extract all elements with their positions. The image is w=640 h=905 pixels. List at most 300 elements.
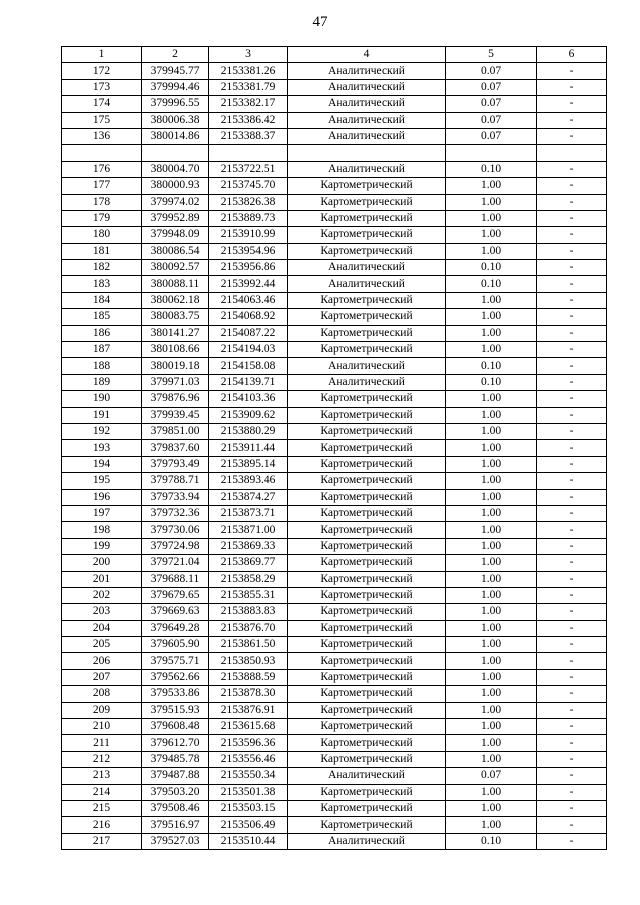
point-number-cell: 190 <box>62 391 142 407</box>
table-row <box>62 391 607 407</box>
table-row <box>62 112 607 128</box>
coordinates-table <box>61 46 607 850</box>
x-coordinate-cell: 380062.18 <box>142 292 209 308</box>
accuracy-cell: 1.00 <box>446 800 537 816</box>
y-coordinate-cell: 2153869.77 <box>209 555 288 571</box>
y-coordinate-cell: 2154139.71 <box>209 374 288 390</box>
table-body <box>62 63 607 850</box>
accuracy-cell: 0.07 <box>446 112 537 128</box>
note-cell: - <box>537 178 607 194</box>
note-cell: - <box>537 276 607 292</box>
y-coordinate-cell: 2153871.00 <box>209 522 288 538</box>
point-number-cell: 177 <box>62 178 142 194</box>
point-number-cell: 192 <box>62 423 142 439</box>
method-cell: Картометрический <box>288 489 446 505</box>
point-number-cell: 205 <box>62 637 142 653</box>
method-cell: Картометрический <box>288 669 446 685</box>
x-coordinate-cell: 379608.48 <box>142 719 209 735</box>
point-number-cell: 178 <box>62 194 142 210</box>
note-cell: - <box>537 522 607 538</box>
table-row <box>62 440 607 456</box>
x-coordinate-cell: 380004.70 <box>142 161 209 177</box>
x-coordinate-cell: 379851.00 <box>142 423 209 439</box>
note-cell: - <box>537 587 607 603</box>
point-number-cell: 211 <box>62 735 142 751</box>
y-coordinate-cell: 2154068.92 <box>209 309 288 325</box>
method-cell: Картометрический <box>288 751 446 767</box>
table-row <box>62 194 607 210</box>
accuracy-cell: 1.00 <box>446 407 537 423</box>
y-coordinate-cell: 2153596.36 <box>209 735 288 751</box>
note-cell: - <box>537 637 607 653</box>
x-coordinate-cell: 379788.71 <box>142 473 209 489</box>
y-coordinate-cell: 2153910.99 <box>209 227 288 243</box>
y-coordinate-cell: 2153880.29 <box>209 423 288 439</box>
method-cell: Картометрический <box>288 784 446 800</box>
method-cell: Аналитический <box>288 260 446 276</box>
y-coordinate-cell: 2153510.44 <box>209 833 288 849</box>
note-cell: - <box>537 309 607 325</box>
accuracy-cell: 1.00 <box>446 784 537 800</box>
column-header: 5 <box>446 47 537 63</box>
method-cell: Картометрический <box>288 423 446 439</box>
point-number-cell: 199 <box>62 538 142 554</box>
y-coordinate-cell: 2154087.22 <box>209 325 288 341</box>
x-coordinate-cell: 379945.77 <box>142 63 209 79</box>
method-cell: Аналитический <box>288 63 446 79</box>
table-row <box>62 768 607 784</box>
accuracy-cell: 0.07 <box>446 63 537 79</box>
note-cell: - <box>537 292 607 308</box>
note-cell: - <box>537 620 607 636</box>
y-coordinate-cell: 2154194.03 <box>209 342 288 358</box>
method-cell: Картометрический <box>288 227 446 243</box>
method-cell: Картометрический <box>288 194 446 210</box>
x-coordinate-cell: 379952.89 <box>142 210 209 226</box>
table-row <box>62 833 607 849</box>
note-cell: - <box>537 489 607 505</box>
note-cell: - <box>537 669 607 685</box>
point-number-cell: 202 <box>62 587 142 603</box>
method-cell: Картометрический <box>288 620 446 636</box>
note-cell: - <box>537 227 607 243</box>
page-number: 47 <box>312 14 328 30</box>
point-number-cell: 181 <box>62 243 142 259</box>
accuracy-cell: 1.00 <box>446 309 537 325</box>
accuracy-cell: 1.00 <box>446 292 537 308</box>
column-header: 1 <box>62 47 142 63</box>
method-cell: Аналитический <box>288 96 446 112</box>
accuracy-cell: 1.00 <box>446 653 537 669</box>
table-row <box>62 669 607 685</box>
x-coordinate-cell: 379793.49 <box>142 456 209 472</box>
x-coordinate-cell: 379575.71 <box>142 653 209 669</box>
method-cell: Картометрический <box>288 243 446 259</box>
table-row <box>62 522 607 538</box>
note-cell: - <box>537 391 607 407</box>
point-number-cell: 215 <box>62 800 142 816</box>
table-row <box>62 243 607 259</box>
method-cell: Картометрический <box>288 292 446 308</box>
table-row <box>62 325 607 341</box>
x-coordinate-cell: 380006.38 <box>142 112 209 128</box>
point-number-cell: 183 <box>62 276 142 292</box>
accuracy-cell: 1.00 <box>446 440 537 456</box>
table-row <box>62 63 607 79</box>
table-row <box>62 719 607 735</box>
accuracy-cell: 1.00 <box>446 473 537 489</box>
table-row <box>62 735 607 751</box>
note-cell: - <box>537 719 607 735</box>
method-cell: Картометрический <box>288 505 446 521</box>
x-coordinate-cell: 379730.06 <box>142 522 209 538</box>
accuracy-cell: 1.00 <box>446 194 537 210</box>
accuracy-cell: 0.07 <box>446 768 537 784</box>
accuracy-cell: 1.00 <box>446 227 537 243</box>
point-number-cell: 212 <box>62 751 142 767</box>
accuracy-cell: 1.00 <box>446 751 537 767</box>
y-coordinate-cell: 2153381.26 <box>209 63 288 79</box>
point-number-cell: 209 <box>62 702 142 718</box>
point-number-cell: 196 <box>62 489 142 505</box>
note-cell: - <box>537 325 607 341</box>
x-coordinate-cell: 379971.03 <box>142 374 209 390</box>
x-coordinate-cell: 379516.97 <box>142 817 209 833</box>
note-cell: - <box>537 423 607 439</box>
note-cell: - <box>537 473 607 489</box>
x-coordinate-cell: 379508.46 <box>142 800 209 816</box>
y-coordinate-cell: 2153893.46 <box>209 473 288 489</box>
note-cell: - <box>537 555 607 571</box>
accuracy-cell: 0.10 <box>446 833 537 849</box>
table-row <box>62 473 607 489</box>
note-cell: - <box>537 817 607 833</box>
x-coordinate-cell: 379487.88 <box>142 768 209 784</box>
table-row <box>62 342 607 358</box>
y-coordinate-cell: 2154158.08 <box>209 358 288 374</box>
note-cell: - <box>537 653 607 669</box>
accuracy-cell: 1.00 <box>446 538 537 554</box>
point-number-cell: 189 <box>62 374 142 390</box>
y-coordinate-cell: 2153855.31 <box>209 587 288 603</box>
method-cell: Картометрический <box>288 702 446 718</box>
x-coordinate-cell: 380083.75 <box>142 309 209 325</box>
x-coordinate-cell: 379974.02 <box>142 194 209 210</box>
method-cell: Аналитический <box>288 112 446 128</box>
x-coordinate-cell: 380108.66 <box>142 342 209 358</box>
method-cell: Картометрический <box>288 800 446 816</box>
table-row <box>62 489 607 505</box>
point-number-cell: 210 <box>62 719 142 735</box>
x-coordinate-cell: 380000.93 <box>142 178 209 194</box>
point-number-cell: 185 <box>62 309 142 325</box>
method-cell: Аналитический <box>288 128 446 144</box>
accuracy-cell: 0.10 <box>446 260 537 276</box>
method-cell: Картометрический <box>288 456 446 472</box>
method-cell: Картометрический <box>288 407 446 423</box>
method-cell: Картометрический <box>288 210 446 226</box>
accuracy-cell: 1.00 <box>446 423 537 439</box>
note-cell: - <box>537 784 607 800</box>
point-number-cell: 175 <box>62 112 142 128</box>
table-row <box>62 128 607 144</box>
x-coordinate-cell: 379837.60 <box>142 440 209 456</box>
table-row <box>62 276 607 292</box>
x-coordinate-cell: 379876.96 <box>142 391 209 407</box>
method-cell: Картометрический <box>288 178 446 194</box>
x-coordinate-cell: 379533.86 <box>142 686 209 702</box>
y-coordinate-cell: 2153503.15 <box>209 800 288 816</box>
x-coordinate-cell: 379733.94 <box>142 489 209 505</box>
table-row <box>62 784 607 800</box>
note-cell: - <box>537 161 607 177</box>
x-coordinate-cell <box>142 145 209 161</box>
y-coordinate-cell: 2154063.46 <box>209 292 288 308</box>
y-coordinate-cell: 2153388.37 <box>209 128 288 144</box>
y-coordinate-cell: 2153883.83 <box>209 604 288 620</box>
point-number-cell: 206 <box>62 653 142 669</box>
table-row <box>62 161 607 177</box>
accuracy-cell: 1.00 <box>446 555 537 571</box>
method-cell: Картометрический <box>288 604 446 620</box>
table-row <box>62 604 607 620</box>
method-cell: Картометрический <box>288 342 446 358</box>
note-cell: - <box>537 79 607 95</box>
point-number-cell: 188 <box>62 358 142 374</box>
method-cell: Картометрический <box>288 637 446 653</box>
point-number-cell: 174 <box>62 96 142 112</box>
x-coordinate-cell: 380014.86 <box>142 128 209 144</box>
x-coordinate-cell: 380086.54 <box>142 243 209 259</box>
x-coordinate-cell: 379605.90 <box>142 637 209 653</box>
point-number-cell: 194 <box>62 456 142 472</box>
x-coordinate-cell: 380019.18 <box>142 358 209 374</box>
point-number-cell: 207 <box>62 669 142 685</box>
method-cell: Картометрический <box>288 391 446 407</box>
accuracy-cell: 1.00 <box>446 391 537 407</box>
y-coordinate-cell: 2153874.27 <box>209 489 288 505</box>
accuracy-cell: 0.10 <box>446 276 537 292</box>
accuracy-cell: 1.00 <box>446 243 537 259</box>
table-row <box>62 423 607 439</box>
x-coordinate-cell: 379485.78 <box>142 751 209 767</box>
x-coordinate-cell: 379721.04 <box>142 555 209 571</box>
y-coordinate-cell: 2153501.38 <box>209 784 288 800</box>
accuracy-cell: 0.07 <box>446 96 537 112</box>
note-cell: - <box>537 751 607 767</box>
point-number-cell: 186 <box>62 325 142 341</box>
column-header: 2 <box>142 47 209 63</box>
table-header-row <box>62 47 607 63</box>
table-row <box>62 309 607 325</box>
accuracy-cell: 1.00 <box>446 604 537 620</box>
y-coordinate-cell: 2154103.36 <box>209 391 288 407</box>
table-row <box>62 538 607 554</box>
accuracy-cell: 1.00 <box>446 505 537 521</box>
note-cell: - <box>537 702 607 718</box>
table-row <box>62 751 607 767</box>
table-row <box>62 96 607 112</box>
method-cell: Картометрический <box>288 571 446 587</box>
x-coordinate-cell: 379724.98 <box>142 538 209 554</box>
point-number-cell: 173 <box>62 79 142 95</box>
y-coordinate-cell: 2153615.68 <box>209 719 288 735</box>
y-coordinate-cell: 2153506.49 <box>209 817 288 833</box>
note-cell: - <box>537 210 607 226</box>
table-row <box>62 686 607 702</box>
accuracy-cell: 1.00 <box>446 817 537 833</box>
method-cell: Аналитический <box>288 374 446 390</box>
method-cell: Аналитический <box>288 833 446 849</box>
note-cell: - <box>537 407 607 423</box>
accuracy-cell: 0.07 <box>446 128 537 144</box>
x-coordinate-cell: 379948.09 <box>142 227 209 243</box>
table-row <box>62 505 607 521</box>
table-row <box>62 260 607 276</box>
accuracy-cell: 1.00 <box>446 587 537 603</box>
accuracy-cell: 1.00 <box>446 456 537 472</box>
y-coordinate-cell: 2153861.50 <box>209 637 288 653</box>
y-coordinate-cell: 2153954.96 <box>209 243 288 259</box>
y-coordinate-cell: 2153550.34 <box>209 768 288 784</box>
table-row <box>62 571 607 587</box>
note-cell: - <box>537 833 607 849</box>
y-coordinate-cell: 2153909.62 <box>209 407 288 423</box>
note-cell: - <box>537 96 607 112</box>
note-cell: - <box>537 735 607 751</box>
method-cell: Аналитический <box>288 161 446 177</box>
method-cell: Картометрический <box>288 325 446 341</box>
x-coordinate-cell: 379732.36 <box>142 505 209 521</box>
accuracy-cell: 0.10 <box>446 374 537 390</box>
table-row <box>62 358 607 374</box>
accuracy-cell: 1.00 <box>446 571 537 587</box>
accuracy-cell: 1.00 <box>446 342 537 358</box>
y-coordinate-cell: 2153992.44 <box>209 276 288 292</box>
x-coordinate-cell: 379503.20 <box>142 784 209 800</box>
point-number-cell: 191 <box>62 407 142 423</box>
column-header: 4 <box>288 47 446 63</box>
x-coordinate-cell: 380088.11 <box>142 276 209 292</box>
point-number-cell: 204 <box>62 620 142 636</box>
point-number-cell: 198 <box>62 522 142 538</box>
note-cell: - <box>537 456 607 472</box>
column-header: 6 <box>537 47 607 63</box>
accuracy-cell: 0.10 <box>446 358 537 374</box>
y-coordinate-cell: 2153873.71 <box>209 505 288 521</box>
accuracy-cell: 1.00 <box>446 637 537 653</box>
note-cell: - <box>537 604 607 620</box>
y-coordinate-cell: 2153556.46 <box>209 751 288 767</box>
y-coordinate-cell: 2153956.86 <box>209 260 288 276</box>
y-coordinate-cell: 2153889.73 <box>209 210 288 226</box>
note-cell: - <box>537 63 607 79</box>
point-number-cell: 184 <box>62 292 142 308</box>
point-number-cell: 201 <box>62 571 142 587</box>
y-coordinate-cell: 2153878.30 <box>209 686 288 702</box>
method-cell: Аналитический <box>288 768 446 784</box>
method-cell: Аналитический <box>288 79 446 95</box>
note-cell: - <box>537 342 607 358</box>
x-coordinate-cell: 379562.66 <box>142 669 209 685</box>
method-cell: Картометрический <box>288 719 446 735</box>
y-coordinate-cell: 2153826.38 <box>209 194 288 210</box>
x-coordinate-cell: 379679.65 <box>142 587 209 603</box>
x-coordinate-cell: 379515.93 <box>142 702 209 718</box>
table-row <box>62 210 607 226</box>
note-cell: - <box>537 243 607 259</box>
table-row <box>62 292 607 308</box>
table-row <box>62 374 607 390</box>
table-row <box>62 702 607 718</box>
point-number-cell: 208 <box>62 686 142 702</box>
accuracy-cell: 1.00 <box>446 620 537 636</box>
note-cell: - <box>537 768 607 784</box>
table-row <box>62 587 607 603</box>
note-cell: - <box>537 358 607 374</box>
x-coordinate-cell: 379996.55 <box>142 96 209 112</box>
note-cell: - <box>537 374 607 390</box>
table-row <box>62 637 607 653</box>
y-coordinate-cell: 2153876.91 <box>209 702 288 718</box>
y-coordinate-cell: 2153381.79 <box>209 79 288 95</box>
point-number-cell <box>62 145 142 161</box>
y-coordinate-cell: 2153876.70 <box>209 620 288 636</box>
note-cell: - <box>537 505 607 521</box>
point-number-cell: 187 <box>62 342 142 358</box>
point-number-cell: 179 <box>62 210 142 226</box>
point-number-cell: 195 <box>62 473 142 489</box>
note-cell: - <box>537 260 607 276</box>
accuracy-cell: 1.00 <box>446 489 537 505</box>
method-cell: Аналитический <box>288 276 446 292</box>
method-cell: Картометрический <box>288 735 446 751</box>
table-row <box>62 79 607 95</box>
accuracy-cell: 1.00 <box>446 735 537 751</box>
x-coordinate-cell: 379669.63 <box>142 604 209 620</box>
point-number-cell: 214 <box>62 784 142 800</box>
note-cell: - <box>537 112 607 128</box>
x-coordinate-cell: 380141.27 <box>142 325 209 341</box>
method-cell: Картометрический <box>288 538 446 554</box>
x-coordinate-cell: 379688.11 <box>142 571 209 587</box>
table-row <box>62 800 607 816</box>
accuracy-cell: 1.00 <box>446 210 537 226</box>
table-row <box>62 407 607 423</box>
point-number-cell: 217 <box>62 833 142 849</box>
y-coordinate-cell: 2153850.93 <box>209 653 288 669</box>
method-cell: Картометрический <box>288 440 446 456</box>
y-coordinate-cell: 2153911.44 <box>209 440 288 456</box>
table-row <box>62 456 607 472</box>
table-row <box>62 817 607 833</box>
y-coordinate-cell: 2153858.29 <box>209 571 288 587</box>
point-number-cell: 172 <box>62 63 142 79</box>
accuracy-cell <box>446 145 537 161</box>
column-header: 3 <box>209 47 288 63</box>
note-cell: - <box>537 800 607 816</box>
note-cell <box>537 145 607 161</box>
method-cell: Картометрический <box>288 522 446 538</box>
table-row <box>62 178 607 194</box>
x-coordinate-cell: 379994.46 <box>142 79 209 95</box>
table-row <box>62 145 607 161</box>
accuracy-cell: 1.00 <box>446 178 537 194</box>
x-coordinate-cell: 380092.57 <box>142 260 209 276</box>
y-coordinate-cell <box>209 145 288 161</box>
method-cell <box>288 145 446 161</box>
table-row <box>62 653 607 669</box>
